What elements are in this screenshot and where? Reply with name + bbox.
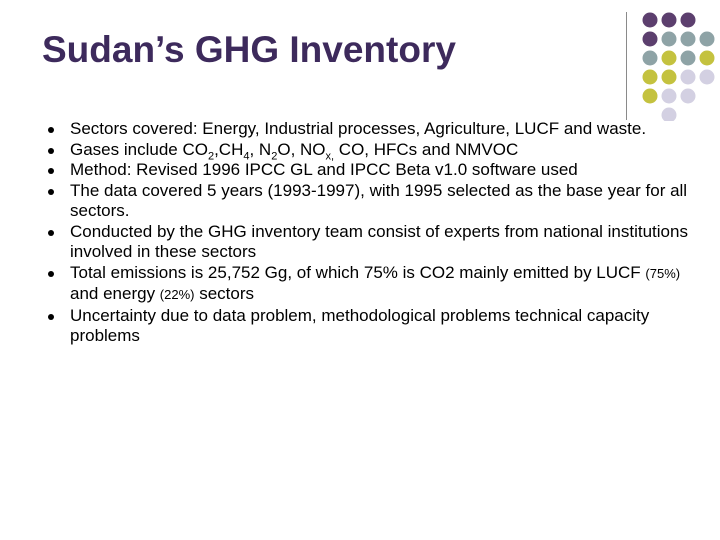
bullet-text-part: and energy	[70, 284, 160, 303]
bullet-text-part: ,CH	[214, 139, 244, 159]
decorative-dot	[681, 89, 696, 104]
bullet-icon	[48, 230, 54, 236]
bullet-icon	[48, 189, 54, 195]
subscript-text: 2	[271, 149, 278, 162]
bullet-text: Sectors covered: Energy, Industrial processes, Agriculture, LUCF and waste.	[70, 119, 647, 138]
bullet-item	[48, 160, 698, 181]
decorative-dot	[662, 32, 677, 47]
bullet-text-part: O, NO	[277, 139, 326, 159]
decorative-dot	[662, 70, 677, 85]
bullet-item	[48, 306, 698, 347]
decorative-dot	[662, 13, 677, 28]
decorative-dot	[681, 51, 696, 66]
bullet-item	[48, 119, 698, 140]
decorative-dot	[700, 32, 715, 47]
vertical-divider-line	[626, 12, 627, 120]
decorative-dot	[700, 51, 715, 66]
bullet-text-part: (75%)	[645, 265, 681, 281]
decorative-dot-grid	[641, 11, 720, 121]
decorative-dot	[681, 13, 696, 28]
bullet-icon	[48, 271, 54, 277]
bullet-icon	[48, 127, 54, 133]
decorative-dot	[662, 89, 677, 104]
bullet-list	[48, 119, 698, 347]
bullet-item	[48, 181, 698, 222]
slide-title: Sudan’s GHG Inventory	[42, 29, 456, 70]
subscript-text: 4	[243, 149, 250, 162]
bullet-text: Method: Revised 1996 IPCC GL and IPCC Beta v1.0 software used	[70, 160, 578, 179]
bullet-text-part: Total emissions is 25,752 Gg, of which 75% is CO2 mainly emitted by LUCF	[70, 262, 646, 282]
bullet-text: The data covered 5 years (1993-1997), with 1995 selected as the base year for all sectors.	[70, 180, 688, 220]
bullet-item	[48, 222, 698, 263]
decorative-dot	[662, 51, 677, 66]
bullet-text: Conducted by the GHG inventory team consist of experts from national institutions involved in these sectors	[70, 221, 688, 261]
bullet-icon	[48, 148, 54, 154]
bullet-item	[48, 140, 698, 161]
decorative-dot	[643, 89, 658, 104]
bullet-text-part: (22%)	[159, 287, 195, 302]
subscript-text: 2	[207, 149, 215, 162]
bullet-text-part: , N	[249, 139, 272, 159]
bullet-icon	[48, 168, 54, 174]
bullet-item	[48, 263, 698, 306]
decorative-dot	[643, 51, 658, 66]
decorative-dot	[700, 70, 715, 85]
bullet-text-part: sectors	[194, 284, 255, 303]
decorative-dot	[681, 70, 696, 85]
bullet-text-part: Gases include CO	[70, 139, 208, 159]
decorative-dot	[643, 13, 658, 28]
bullet-text	[70, 263, 680, 304]
subscript-text: x,	[325, 149, 335, 162]
decorative-dot	[643, 70, 658, 85]
decorative-dot	[643, 32, 658, 47]
bullet-icon	[48, 314, 54, 320]
decorative-dot	[681, 32, 696, 47]
bullet-text: Uncertainty due to data problem, methodological problems technical capacity problems	[70, 305, 650, 345]
bullet-text-part: CO, HFCs and NMVOC	[334, 139, 519, 159]
bullet-text	[70, 139, 519, 162]
